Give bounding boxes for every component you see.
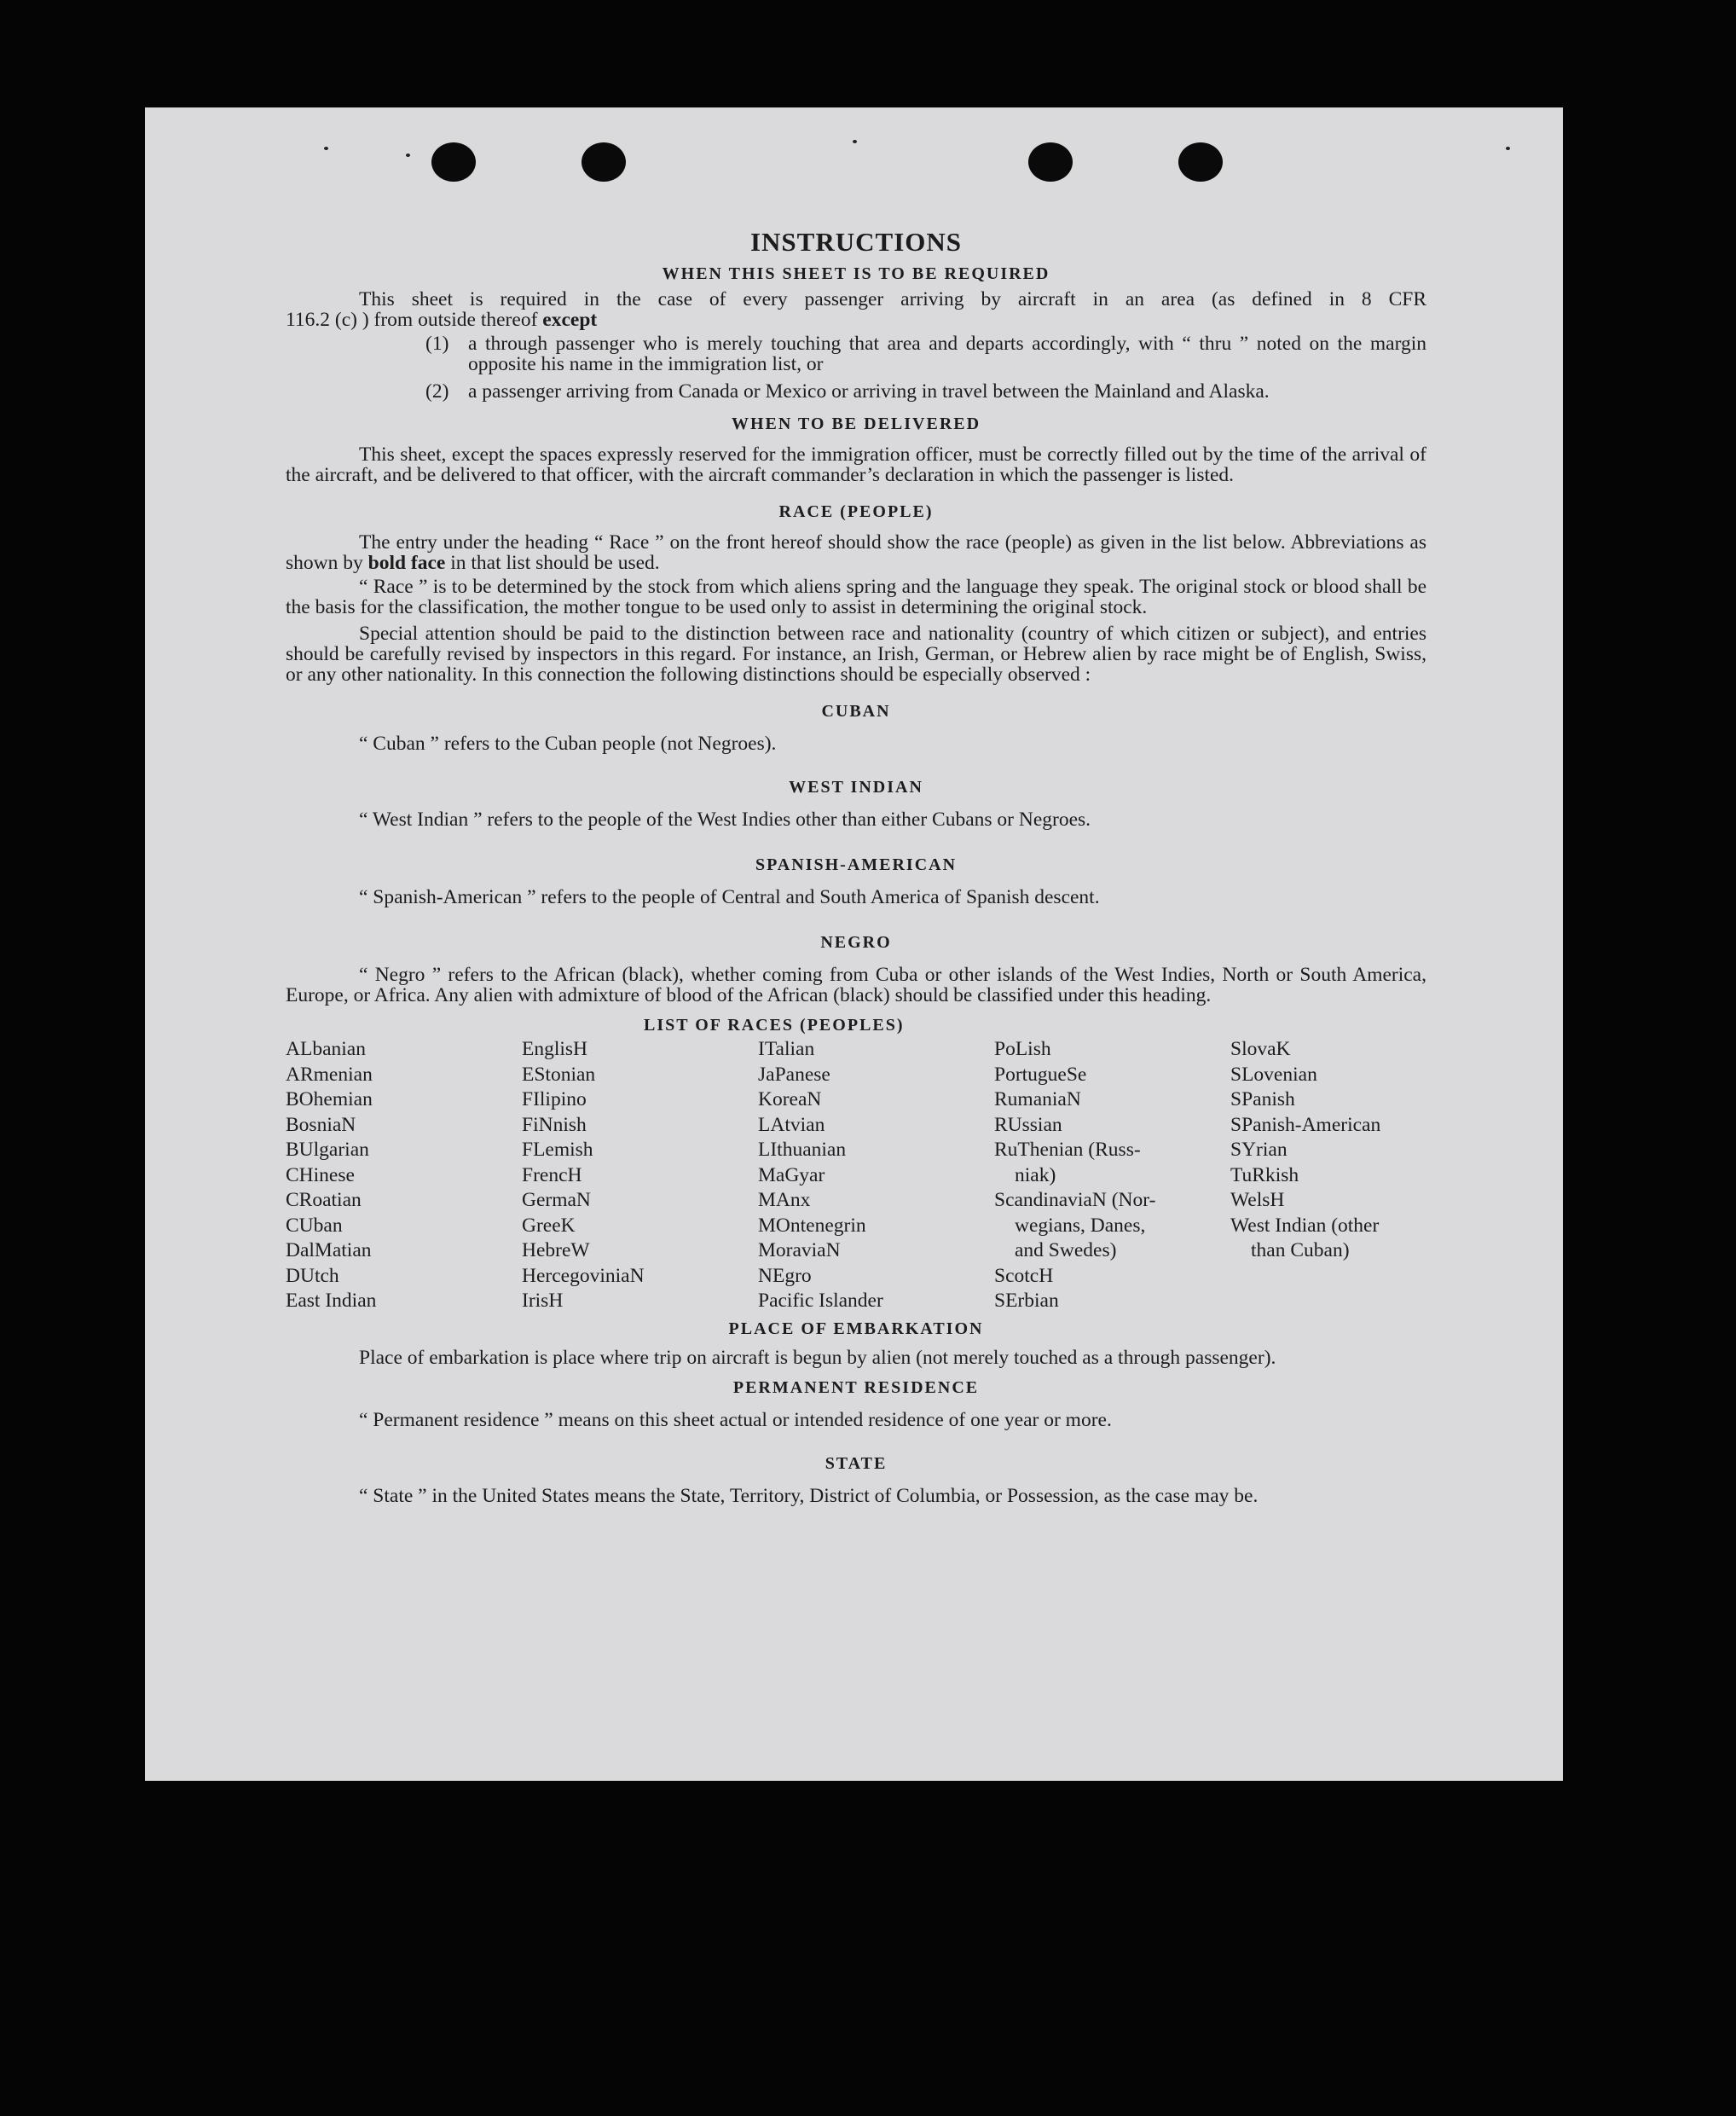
race-entry: ALbanian [286,1038,366,1060]
punch-hole [431,142,476,182]
race-entry: SYrian [1230,1139,1288,1161]
list-item [425,381,1426,402]
text: The entry under the heading “ Race ” on the front hereof should show the race (people) as given in the list below. Abbreviations as shown by [286,531,1426,574]
race-entry: EStonian [522,1063,596,1086]
race-entry: FiNnish [522,1113,587,1136]
race-entry: IrisH [522,1290,564,1312]
race-entry: MaGyar [758,1163,825,1186]
race-entry: ITalian [758,1038,815,1060]
race-entry: CHinese [286,1163,355,1186]
race-entry: RumaniaN [994,1088,1081,1110]
paper-speck [324,147,328,150]
item-number: (2) [425,380,449,403]
race-entry: than Cuban) [1251,1239,1350,1261]
instructions-body [286,227,1426,1506]
paragraph: “ Race ” is to be determined by the stock from which aliens spring and the language they speak. The original stock or blood shall be the basis for the classification, the mother tongue to be used only to assist in determining the original stock. [286,576,1426,618]
race-entry: FLemish [522,1139,593,1161]
race-entry: MoraviaN [758,1239,841,1261]
race-entry: niak) [1015,1163,1056,1186]
race-entry: BosniaN [286,1113,356,1136]
race-entry: ScandinaviaN (Nor- [994,1189,1156,1211]
race-entry: and Swedes) [1015,1239,1117,1261]
item-number: (1) [425,333,449,355]
paragraph: “ Permanent residence ” means on this sheet actual or intended residence of one year or more. [359,1408,1112,1431]
section-heading: PLACE OF EMBARKATION [728,1319,984,1338]
race-entry: West Indian (other [1230,1214,1380,1237]
paragraph: Place of embarkation is place where trip on aircraft is begun by alien (not merely touched as a through passenger). [359,1346,1276,1369]
race-entry: GreeK [522,1214,576,1237]
race-entry: East Indian [286,1290,377,1312]
punch-hole [1178,142,1223,182]
race-entry: KoreaN [758,1088,822,1110]
section-heading: CUBAN [821,702,891,721]
race-entry: HebreW [522,1239,590,1261]
race-entry: SLovenian [1230,1063,1317,1086]
race-entry: DalMatian [286,1239,372,1261]
race-entry: CRoatian [286,1189,362,1211]
text: in that list should be used. [445,552,660,574]
paragraph: This sheet is required in the case of every passenger arriving by aircraft in an area (as defined in 8 CFR [359,288,1426,310]
race-list [286,1037,1426,1314]
section-heading: SPANISH-AMERICAN [755,855,958,874]
paragraph: “ Spanish-American ” refers to the people of Central and South America of Spanish descent. [359,886,1100,908]
punch-hole [1028,142,1073,182]
document-page [145,107,1563,1781]
race-entry: wegians, Danes, [1015,1214,1146,1237]
race-entry: RUssian [994,1113,1062,1136]
race-entry: TuRkish [1230,1163,1299,1186]
section-heading: WEST INDIAN [789,778,923,797]
race-entry [1230,1289,1426,1314]
race-entry: HercegoviniaN [522,1264,645,1287]
race-entry: FrencH [522,1163,582,1186]
race-entry: Pacific Islander [758,1290,883,1312]
race-entry: SPanish-American [1230,1113,1381,1136]
section-heading: STATE [825,1453,888,1473]
race-entry: RuThenian (Russ- [994,1139,1141,1161]
page-title: INSTRUCTIONS [749,227,962,257]
race-entry: SlovaK [1230,1038,1291,1060]
paragraph: “ Cuban ” refers to the Cuban people (not Negroes). [359,733,777,755]
section-heading: WHEN THIS SHEET IS TO BE REQUIRED [662,264,1050,283]
text: 116.2 (c) ) from outside thereof [286,309,543,331]
bold-text: bold face [367,552,446,574]
item-text: a through passenger who is merely touching that area and departs accordingly, with “ thru ” noted on the margin opposite his name in the immigration list, or [468,333,1426,375]
section-heading: LIST OF RACES (PEOPLES) [644,1016,905,1035]
race-entry: LIthuanian [758,1139,847,1161]
paper-speck [406,154,410,157]
race-entry: PoLish [994,1038,1051,1060]
race-entry: MAnx [758,1189,811,1211]
bold-text: except [542,309,598,331]
race-entry: GermaN [522,1189,591,1211]
paragraph: “ State ” in the United States means the State, Territory, District of Columbia, or Possession, as the case may be. [359,1484,1259,1507]
race-entry: BUlgarian [286,1139,369,1161]
section-heading: RACE (PEOPLE) [778,502,934,521]
race-entry: BOhemian [286,1088,373,1110]
race-entry: MOntenegrin [758,1214,866,1237]
item-text: a passenger arriving from Canada or Mexico or arriving in travel between the Mainland and Alaska. [468,380,1270,403]
paragraph: “ Negro ” refers to the African (black), whether coming from Cuba or other islands of the West Indies, North or South America, Europe, or Africa. Any alien with admixture of blood of the African (black) should be classified under this heading. [286,964,1426,1006]
paragraph [286,532,1426,573]
race-entry: WelsH [1230,1189,1285,1211]
race-entry: LAtvian [758,1113,825,1136]
race-entry: NEgro [758,1264,812,1287]
race-entry: CUban [286,1214,343,1237]
race-entry: EnglisH [522,1038,588,1060]
race-entry: ARmenian [286,1063,373,1086]
paragraph: Special attention should be paid to the distinction between race and nationality (country of which citizen or subject), and entries should be carefully revised by inspectors in this regard. For instance, an Irish, German, or Hebrew alien by race might be of English, Swiss, or any other nationality. In this connection the following distinctions should be especially observed : [286,623,1426,686]
section-heading: WHEN TO BE DELIVERED [731,415,981,433]
race-entry [1230,1264,1426,1290]
race-entry: JaPanese [758,1063,830,1086]
race-entry: DUtch [286,1264,339,1287]
paper-speck [853,140,857,143]
race-entry: SPanish [1230,1088,1295,1110]
race-entry: SErbian [994,1290,1059,1312]
punch-hole [582,142,626,182]
section-heading: PERMANENT RESIDENCE [732,1377,980,1397]
section-heading: NEGRO [820,933,892,952]
race-entry: FIlipino [522,1088,587,1110]
paragraph: “ West Indian ” refers to the people of the West Indies other than either Cubans or Negroes. [359,809,1091,831]
paragraph: This sheet, except the spaces expressly reserved for the immigration officer, must be correctly filled out by the time of the arrival of the aircraft, and be delivered to that officer, with the aircraft commander’s declaration in which the passenger is listed. [286,443,1426,486]
race-entry: PortugueSe [994,1063,1087,1086]
paper-speck [1506,147,1510,150]
list-item [425,333,1426,374]
race-entry: ScotcH [994,1264,1054,1287]
paragraph [286,310,1426,330]
